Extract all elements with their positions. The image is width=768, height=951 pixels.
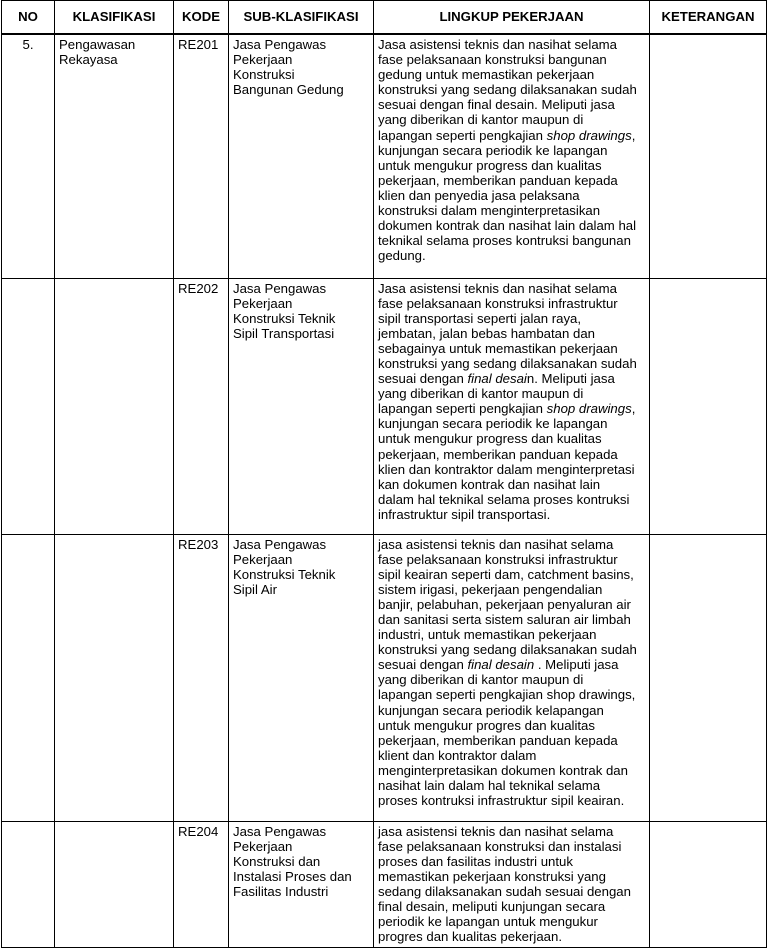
text-line <box>378 356 645 371</box>
text-segment: sesuai dengan <box>378 371 468 387</box>
text-line <box>378 431 645 446</box>
text-line <box>378 748 645 763</box>
text-line <box>378 401 645 416</box>
text-segment: yang diberikan di kantor maupun di <box>378 672 584 688</box>
text-segment: industri, untuk memastikan pekerjaan <box>378 627 597 643</box>
text-line <box>378 793 645 808</box>
text-segment: pekerjaan, memberikan panduan kepada <box>378 172 618 188</box>
text-segment: sesuai dengan <box>378 657 468 673</box>
text-line: Pekerjaan <box>233 551 293 567</box>
text-line <box>378 567 645 582</box>
text-segment: pekerjaan, memberikan panduan kepada <box>378 446 618 462</box>
text-line <box>378 687 645 702</box>
text-segment: fase pelaksanaan konstruksi infrastruktur <box>378 551 618 567</box>
text-segment: gedung untuk memastikan pekerjaan <box>378 67 595 83</box>
text-line <box>378 642 645 657</box>
cell-no: 5. <box>2 34 55 278</box>
header-no: NO <box>2 1 55 35</box>
text-segment: menginterpretasikan dokumen kontrak dan <box>378 762 628 778</box>
text-line: Konstruksi dan <box>233 853 321 869</box>
cell-lingkup-pekerjaan <box>374 534 650 821</box>
table-row <box>2 34 767 278</box>
text-segment: kan dokumen kontrak dan nasihat lain <box>378 476 601 492</box>
text-segment: jasa asistensi teknis dan nasihat selama <box>378 536 614 552</box>
text-segment: infrastruktur sipil transportasi. <box>378 506 551 522</box>
text-segment: banjir, pelabuhan, pekerjaan penyaluran air <box>378 596 631 612</box>
text-line: Bangunan Gedung <box>233 82 344 98</box>
text-segment: kunjungan secara periodik kelapangan <box>378 702 604 718</box>
text-segment: konstruksi yang sedang dilaksanakan sudah <box>378 642 637 658</box>
text-segment: , <box>631 127 636 143</box>
header-klasifikasi: KLASIFIKASI <box>55 1 174 35</box>
text-segment: , <box>631 401 636 417</box>
header-lingkup-pekerjaan: LINGKUP PEKERJAAN <box>374 1 650 35</box>
text-segment: Jasa asistensi teknis dan nasihat selama <box>378 37 617 52</box>
text-segment: yang diberikan di kantor maupun di <box>378 386 584 402</box>
text-line <box>378 914 645 929</box>
text-segment: untuk mengukur progres dan kualitas <box>378 717 595 733</box>
header-row <box>2 1 767 35</box>
text-segment: n. Meliputi jasa <box>526 371 615 387</box>
cell-no <box>2 821 55 948</box>
text-segment: dan sanitasi serta sistem saluran air limbah <box>378 611 631 627</box>
cell-no <box>2 278 55 534</box>
text-segment: klient dan kontraktor dalam <box>378 747 537 763</box>
text-segment: pekerjaan, memberikan panduan kepada <box>378 732 618 748</box>
text-segment: kunjungan secara periodik ke lapangan <box>378 416 608 432</box>
text-line <box>378 296 645 311</box>
text-segment: lapangan seperti pengkajian shop drawings, <box>378 687 636 703</box>
header-kode: KODE <box>174 1 229 35</box>
text-segment: teknikal selama proses kontruksi bangunan <box>378 233 631 249</box>
text-segment: fase pelaksanaan konstruksi infrastruktur <box>378 295 618 311</box>
text-line <box>378 763 645 778</box>
cell-kode: RE203 <box>174 534 229 821</box>
cell-lingkup-pekerjaan <box>374 34 650 278</box>
text-line: Jasa Pengawas <box>233 536 327 552</box>
text-segment: nasihat lain dalam hal teknikal selama <box>378 778 601 793</box>
text-line <box>378 477 645 492</box>
text-line <box>378 612 645 627</box>
text-line <box>378 462 645 477</box>
text-line: Pekerjaan <box>233 52 293 68</box>
text-line <box>378 416 645 431</box>
text-line <box>378 854 645 869</box>
text-line: Instalasi Proses dan <box>233 868 352 884</box>
text-segment: konstruksi yang sedang dilaksanakan sudah <box>378 82 637 98</box>
text-line <box>378 869 645 884</box>
cell-klasifikasi <box>55 821 174 948</box>
text-line <box>378 718 645 733</box>
text-line <box>378 82 645 97</box>
cell-keterangan <box>650 34 767 278</box>
text-segment: konstruksi dalam menginterpretasikan <box>378 203 601 219</box>
text-line: Pekerjaan <box>233 838 293 854</box>
text-line <box>378 248 645 263</box>
text-segment: memastikan pekerjaan konstruksi yang <box>378 868 606 884</box>
italic-text: shop drawings <box>546 401 632 417</box>
text-line <box>378 112 645 127</box>
text-line: Fasilitas Industri <box>233 883 329 899</box>
classification-table <box>1 0 767 948</box>
text-line <box>378 203 645 218</box>
text-segment: final desain, meliputi kunjungan secara <box>378 898 606 914</box>
text-segment: Jasa asistensi teknis dan nasihat selama <box>378 280 617 296</box>
italic-text: final desain <box>467 657 535 673</box>
text-line <box>378 128 645 143</box>
text-line: Konstruksi Teknik <box>233 310 336 326</box>
text-line <box>378 733 645 748</box>
text-segment: . Meliputi jasa <box>534 657 619 673</box>
table-body <box>2 34 767 948</box>
text-line <box>378 672 645 687</box>
text-line <box>378 929 645 944</box>
header-keterangan: KETERANGAN <box>650 1 767 35</box>
text-line <box>378 311 645 326</box>
text-segment: lapangan seperti pengkajian <box>378 401 547 417</box>
cell-keterangan <box>650 278 767 534</box>
text-line <box>378 371 645 386</box>
text-line: Sipil Transportasi <box>233 325 335 341</box>
text-line <box>378 884 645 899</box>
text-segment: sebagainya untuk memastikan pekerjaan <box>378 340 618 356</box>
text-segment: progres dan kualitas pekerjaan. <box>378 929 563 945</box>
text-line <box>378 447 645 462</box>
text-line <box>378 341 645 356</box>
text-segment: lapangan seperti pengkajian <box>378 127 547 143</box>
text-segment: sedang dilaksanakan sudah sesuai dengan <box>378 883 631 899</box>
text-line <box>378 627 645 642</box>
text-segment: untuk mengukur progress dan kualitas <box>378 157 602 173</box>
text-line <box>378 233 645 248</box>
text-line <box>378 67 645 82</box>
text-line: Konstruksi Teknik <box>233 566 336 582</box>
text-line: Konstruksi <box>233 67 295 83</box>
text-segment: fase pelaksanaan konstruksi bangunan <box>378 52 607 68</box>
italic-text: final desai <box>467 371 527 387</box>
text-segment: sistem irigasi, pekerjaan pengendalian <box>378 581 603 597</box>
text-line <box>378 173 645 188</box>
cell-klasifikasi <box>55 34 174 278</box>
text-line: Jasa Pengawas <box>233 280 327 296</box>
text-line <box>378 218 645 233</box>
text-segment: dalam hal teknikal selama proses kontruksi <box>378 491 630 507</box>
text-line <box>378 778 645 793</box>
text-line <box>378 52 645 67</box>
text-line: Jasa Pengawas <box>233 37 327 52</box>
text-line <box>378 507 645 522</box>
text-line: Rekayasa <box>59 52 118 68</box>
cell-no <box>2 534 55 821</box>
text-segment: sesuai dengan final desain. Meliputi jasa <box>378 97 615 113</box>
text-line <box>378 188 645 203</box>
text-line <box>378 582 645 597</box>
cell-keterangan <box>650 821 767 948</box>
cell-keterangan <box>650 534 767 821</box>
text-line <box>378 824 645 839</box>
text-segment: untuk mengukur progress dan kualitas <box>378 431 602 447</box>
text-line <box>378 143 645 158</box>
text-segment: periodik ke lapangan untuk mengukur <box>378 914 598 930</box>
text-segment: yang diberikan di kantor maupun di <box>378 112 584 128</box>
text-segment: klien dan penyedia jasa pelaksana <box>378 187 580 203</box>
cell-klasifikasi <box>55 534 174 821</box>
cell-kode: RE204 <box>174 821 229 948</box>
text-line <box>378 158 645 173</box>
cell-sub-klasifikasi <box>229 534 374 821</box>
text-segment: kunjungan secara periodik ke lapangan <box>378 142 608 158</box>
text-segment: dokumen kontrak dan nasihat lain dalam hal <box>378 218 637 234</box>
text-line: Jasa Pengawas <box>233 823 327 839</box>
table-row <box>2 534 767 821</box>
text-segment: jasa asistensi teknis dan nasihat selama <box>378 823 614 839</box>
text-segment: sipil keairan seperti dam, catchment basins, <box>378 566 634 582</box>
cell-sub-klasifikasi <box>229 34 374 278</box>
text-line: Pengawasan <box>59 37 136 52</box>
cell-sub-klasifikasi <box>229 278 374 534</box>
text-line <box>378 703 645 718</box>
italic-text: shop drawings <box>546 127 632 143</box>
text-line: Pekerjaan <box>233 295 293 311</box>
cell-sub-klasifikasi <box>229 821 374 948</box>
text-line <box>378 657 645 672</box>
text-line <box>378 899 645 914</box>
text-segment: jembatan, jalan bebas hambatan dan <box>378 325 596 341</box>
text-segment: klien dan kontraktor dalam menginterpretasi <box>378 461 635 477</box>
text-line <box>378 281 645 296</box>
text-line <box>378 37 645 52</box>
text-line <box>378 97 645 112</box>
text-line <box>378 326 645 341</box>
text-line <box>378 537 645 552</box>
text-segment: konstruksi yang sedang dilaksanakan sudah <box>378 355 637 371</box>
text-segment: sipil transportasi seperti jalan raya, <box>378 310 582 326</box>
text-segment: proses kontruksi infrastruktur sipil keairan. <box>378 793 625 809</box>
table-row <box>2 278 767 534</box>
header-sub-klasifikasi: SUB-KLASIFIKASI <box>229 1 374 35</box>
text-line <box>378 839 645 854</box>
cell-kode: RE201 <box>174 34 229 278</box>
text-line <box>378 552 645 567</box>
table-row <box>2 821 767 948</box>
text-line: Sipil Air <box>233 581 277 597</box>
cell-lingkup-pekerjaan <box>374 821 650 948</box>
cell-klasifikasi <box>55 278 174 534</box>
text-segment: gedung. <box>378 248 426 264</box>
cell-kode: RE202 <box>174 278 229 534</box>
text-line <box>378 386 645 401</box>
text-line <box>378 597 645 612</box>
cell-lingkup-pekerjaan <box>374 278 650 534</box>
text-line <box>378 492 645 507</box>
text-segment: proses dan fasilitas industri untuk <box>378 853 573 869</box>
text-segment: fase pelaksanaan konstruksi dan instalasi <box>378 838 622 854</box>
